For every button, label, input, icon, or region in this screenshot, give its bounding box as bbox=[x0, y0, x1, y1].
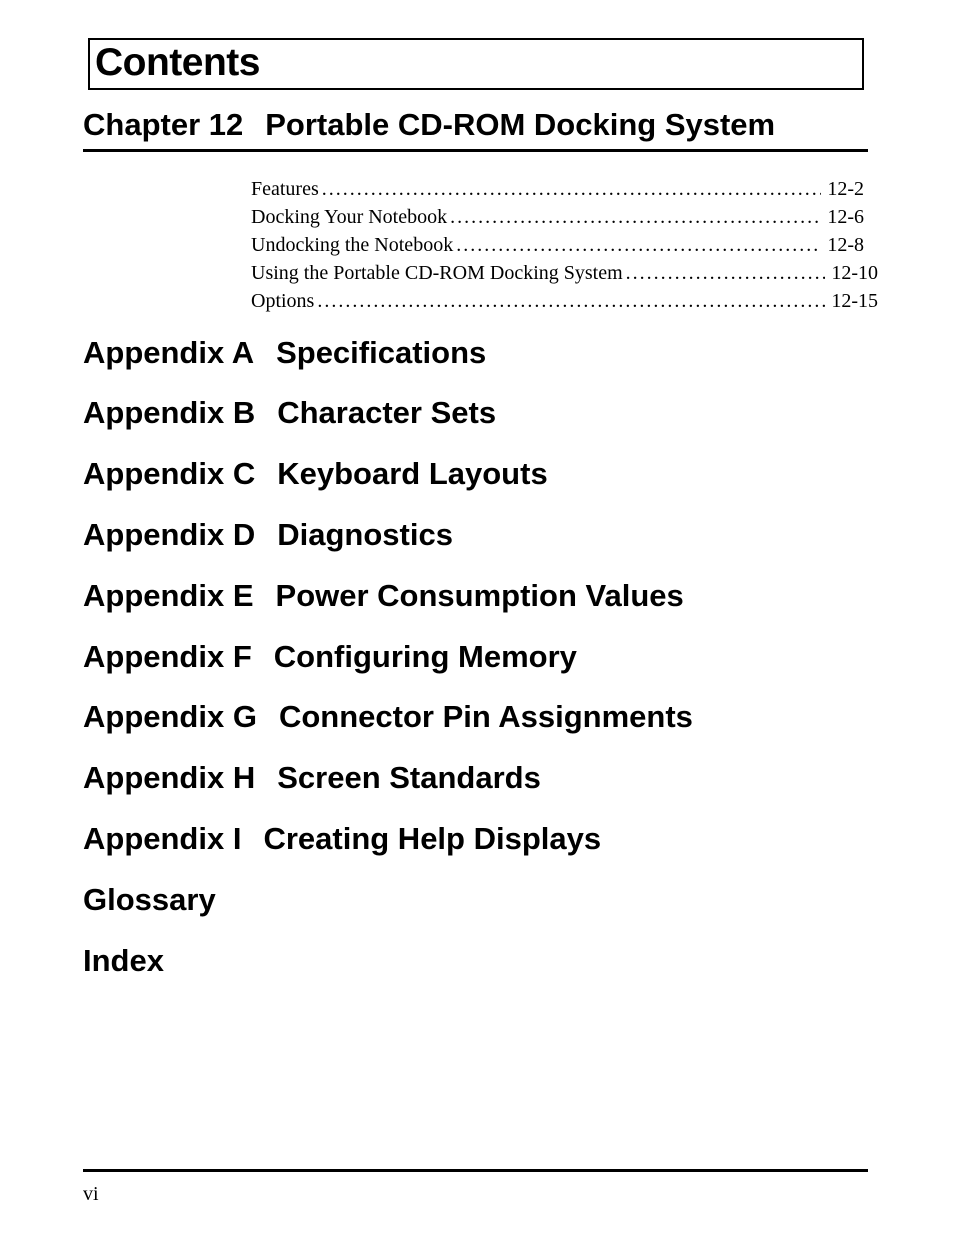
contents-title-box bbox=[88, 38, 864, 90]
toc-entry-page: 12-10 bbox=[831, 262, 878, 284]
appendix-e-heading[interactable] bbox=[83, 576, 684, 616]
page-number: vi bbox=[83, 1183, 99, 1205]
toc-entry-page: 12-15 bbox=[831, 290, 878, 312]
toc-entry-label: Options bbox=[251, 290, 315, 312]
chapter-number: Chapter 12 bbox=[83, 107, 244, 142]
toc-entry-options[interactable] bbox=[251, 287, 878, 315]
dot-leader bbox=[317, 287, 825, 315]
dot-leader bbox=[322, 175, 822, 203]
appendix-letter: Appendix B bbox=[83, 395, 256, 430]
toc-entry-docking[interactable] bbox=[251, 203, 864, 231]
chapter-heading bbox=[83, 103, 868, 152]
appendix-d-heading[interactable] bbox=[83, 515, 453, 555]
glossary-heading[interactable]: Glossary bbox=[83, 882, 216, 917]
appendix-h-heading[interactable] bbox=[83, 758, 541, 798]
appendix-title: Screen Standards bbox=[277, 760, 541, 795]
appendix-c-heading[interactable] bbox=[83, 454, 548, 494]
appendix-letter: Appendix I bbox=[83, 821, 242, 856]
dot-leader bbox=[456, 231, 821, 259]
toc-entry-page: 12-2 bbox=[827, 178, 864, 200]
appendix-letter: Appendix E bbox=[83, 578, 254, 613]
toc-entry-label: Features bbox=[251, 178, 319, 200]
toc-entry-label: Using the Portable CD-ROM Docking System bbox=[251, 262, 623, 284]
dot-leader bbox=[450, 203, 821, 231]
chapter-title: Portable CD-ROM Docking System bbox=[265, 107, 776, 142]
appendix-title: Connector Pin Assignments bbox=[278, 699, 693, 734]
appendix-title: Configuring Memory bbox=[273, 639, 577, 674]
appendix-i-heading[interactable] bbox=[83, 819, 601, 859]
footer-rule bbox=[83, 1169, 868, 1172]
appendix-title: Character Sets bbox=[277, 395, 497, 430]
appendix-f-heading[interactable] bbox=[83, 637, 577, 677]
toc-entry-page: 12-6 bbox=[827, 206, 864, 228]
appendix-title: Specifications bbox=[276, 335, 487, 370]
appendix-letter: Appendix G bbox=[83, 699, 257, 734]
toc-entry-label: Docking Your Notebook bbox=[251, 206, 448, 228]
appendix-g-heading[interactable] bbox=[83, 697, 693, 737]
appendix-letter: Appendix A bbox=[83, 335, 255, 370]
toc-entry-undocking[interactable] bbox=[251, 231, 864, 259]
appendix-letter: Appendix H bbox=[83, 760, 256, 795]
toc-entry-label: Undocking the Notebook bbox=[251, 234, 454, 256]
appendix-letter: Appendix F bbox=[83, 639, 252, 674]
appendix-b-heading[interactable] bbox=[83, 393, 496, 433]
appendix-title: Diagnostics bbox=[277, 517, 453, 552]
toc-entry-using-docking-system[interactable] bbox=[251, 259, 878, 287]
toc-entry-features[interactable] bbox=[251, 175, 864, 203]
appendix-title: Creating Help Displays bbox=[263, 821, 602, 856]
page-title: Contents bbox=[95, 41, 260, 84]
dot-leader bbox=[626, 259, 826, 287]
appendix-title: Keyboard Layouts bbox=[277, 456, 548, 491]
appendix-title: Power Consumption Values bbox=[275, 578, 684, 613]
appendix-a-heading[interactable] bbox=[83, 333, 486, 373]
appendix-letter: Appendix C bbox=[83, 456, 256, 491]
chapter-toc-list bbox=[251, 175, 878, 315]
toc-entry-page: 12-8 bbox=[827, 234, 864, 256]
index-heading[interactable]: Index bbox=[83, 943, 164, 978]
appendix-letter: Appendix D bbox=[83, 517, 256, 552]
